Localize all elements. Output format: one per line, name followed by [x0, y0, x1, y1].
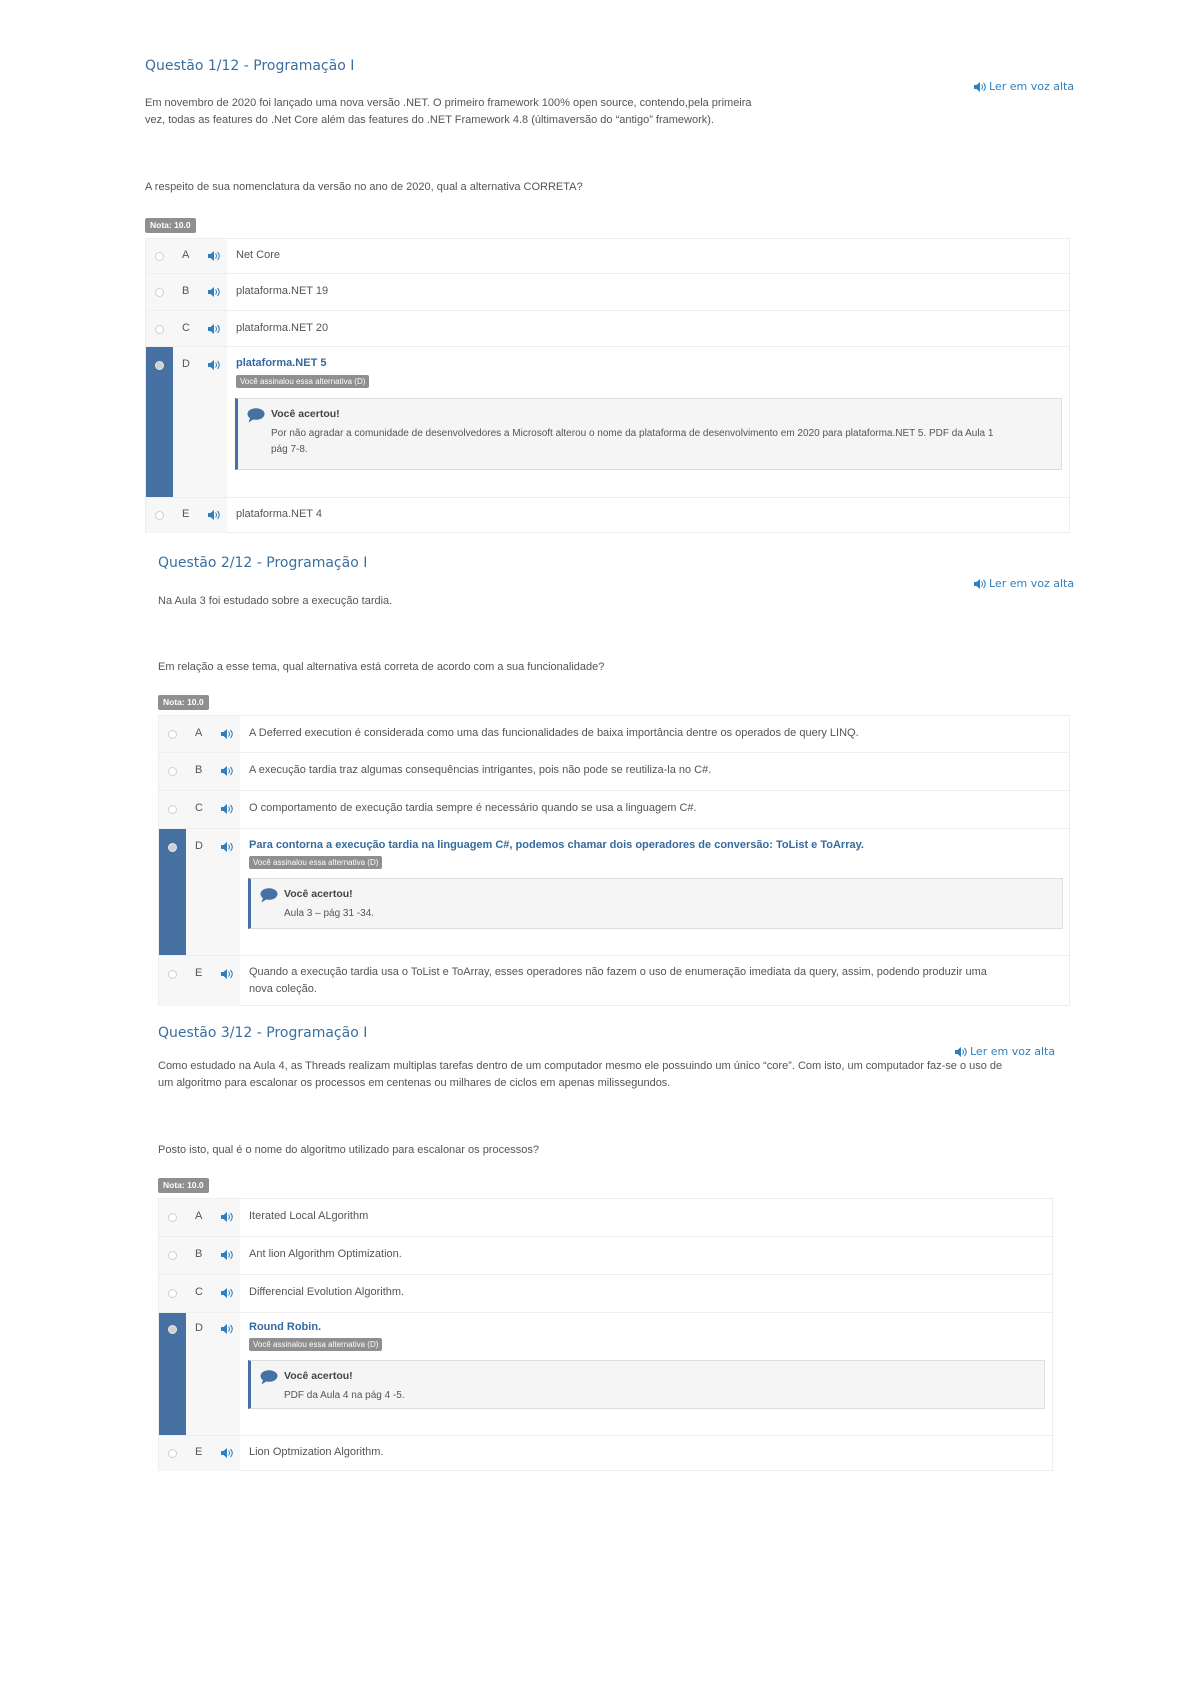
feedback-line: Aula 3 – pág 31 -34. — [284, 908, 375, 919]
option-letter: A — [182, 249, 190, 261]
chosen-tag: Você assinalou essa alternativa (D) — [249, 1338, 382, 1351]
speaker-icon[interactable] — [221, 1288, 233, 1298]
speech-bubble-icon — [260, 888, 278, 903]
read-aloud-link[interactable] — [974, 577, 1074, 590]
option-text-line: Quando a execução tardia usa o ToList e ToArray, esses operadores não fazem o uso de enumeração imediata da query, assim, podendo produzir uma — [249, 966, 987, 978]
chosen-tag: Você assinalou essa alternativa (D) — [236, 375, 369, 388]
option-letter: D — [182, 358, 190, 370]
option-text: A execução tardia traz algumas consequências intrigantes, pois não pode se reutiliza-la no C#. — [249, 764, 712, 776]
option-text: Ant lion Algorithm Optimization. — [249, 1248, 402, 1260]
speaker-icon[interactable] — [221, 969, 233, 979]
option-text: plataforma.NET 19 — [236, 285, 329, 297]
speaker-icon — [955, 1047, 967, 1057]
speaker-icon — [974, 579, 986, 589]
option-a[interactable] — [146, 239, 1069, 274]
statement-line-2: um algoritmo para escalonar os processos em centenas ou milhares de ciclos em apenas milissegundos. — [158, 1077, 671, 1089]
option-e[interactable] — [159, 956, 1069, 1006]
option-radio-checked[interactable] — [155, 361, 164, 370]
question-prompt: A respeito de sua nomenclatura da versão no ano de 2020, qual a alternativa CORRETA? — [145, 181, 583, 193]
option-text: Differencial Evolution Algorithm. — [249, 1286, 405, 1298]
feedback-body — [284, 906, 1050, 922]
option-letter: E — [182, 508, 190, 520]
chosen-tag: Você assinalou essa alternativa (D) — [249, 856, 382, 869]
option-radio[interactable] — [155, 252, 164, 261]
option-radio[interactable] — [168, 805, 177, 814]
speaker-icon[interactable] — [221, 1448, 233, 1458]
read-aloud-label: Ler em voz alta — [970, 1045, 1056, 1058]
option-radio[interactable] — [168, 767, 177, 776]
option-radio[interactable] — [168, 1449, 177, 1458]
option-letter: B — [195, 764, 203, 776]
read-aloud-label: Ler em voz alta — [989, 577, 1075, 590]
speaker-icon[interactable] — [208, 360, 220, 370]
option-radio[interactable] — [168, 970, 177, 979]
option-c[interactable] — [159, 791, 1069, 829]
feedback-body — [284, 1388, 1032, 1404]
option-text: A Deferred execution é considerada como uma das funcionalidades de baixa importância dentre os operados de query LINQ. — [249, 727, 859, 739]
option-text: Round Robin. — [249, 1321, 322, 1333]
option-d-selected[interactable] — [159, 829, 1069, 956]
question-title: Questão 2/12 - Programação I — [158, 555, 368, 571]
option-c[interactable] — [146, 311, 1069, 347]
speaker-icon[interactable] — [221, 1324, 233, 1334]
option-d-selected[interactable] — [159, 1313, 1052, 1436]
feedback-line: PDF da Aula 4 na pág 4 -5. — [284, 1390, 405, 1401]
option-text: Lion Optmization Algorithm. — [249, 1446, 384, 1458]
option-b[interactable] — [159, 1237, 1052, 1275]
speaker-icon[interactable] — [221, 766, 233, 776]
options-list — [145, 238, 1070, 533]
option-letter: C — [195, 802, 203, 814]
feedback-box — [235, 398, 1062, 470]
speaker-icon[interactable] — [221, 1212, 233, 1222]
feedback-title: Você acertou! — [271, 408, 340, 420]
grade-badge: Nota: 10.0 — [158, 1178, 209, 1193]
option-letter: C — [195, 1286, 203, 1298]
speaker-icon[interactable] — [221, 842, 233, 852]
option-letter: D — [195, 840, 203, 852]
read-aloud-link[interactable] — [955, 1045, 1055, 1058]
option-text: plataforma.NET 5 — [236, 357, 327, 369]
feedback-box — [248, 1360, 1045, 1409]
statement-line-1: Em novembro de 2020 foi lançado uma nova versão .NET. O primeiro framework 100% open source, contendo,pela primeira — [145, 97, 752, 109]
feedback-box — [248, 878, 1063, 929]
option-radio-checked[interactable] — [168, 1325, 177, 1334]
option-letter: B — [182, 285, 190, 297]
statement-line-2: vez, todas as features do .Net Core além das features do .NET Framework 4.8 (últimaversão do “antigo” framework). — [145, 114, 714, 126]
option-radio[interactable] — [155, 511, 164, 520]
option-letter: A — [195, 727, 203, 739]
option-text: plataforma.NET 20 — [236, 322, 329, 334]
speaker-icon[interactable] — [208, 324, 220, 334]
feedback-line: pág 7-8. — [271, 444, 308, 455]
option-a[interactable] — [159, 716, 1069, 753]
option-b[interactable] — [146, 274, 1069, 311]
speaker-icon — [974, 82, 986, 92]
grade-badge: Nota: 10.0 — [158, 695, 209, 710]
option-radio[interactable] — [155, 288, 164, 297]
question-prompt: Em relação a esse tema, qual alternativa está correta de acordo com a sua funcionalidade? — [158, 661, 605, 673]
speech-bubble-icon — [247, 408, 265, 423]
option-text: Net Core — [236, 249, 281, 261]
option-radio[interactable] — [168, 1289, 177, 1298]
option-letter: C — [182, 322, 190, 334]
option-e[interactable] — [146, 498, 1069, 533]
option-letter: B — [195, 1248, 203, 1260]
option-c[interactable] — [159, 1275, 1052, 1313]
options-list — [158, 1198, 1053, 1471]
speaker-icon[interactable] — [221, 804, 233, 814]
option-text: plataforma.NET 4 — [236, 508, 323, 520]
option-radio[interactable] — [168, 1213, 177, 1222]
option-d-selected[interactable] — [146, 347, 1069, 498]
feedback-body — [271, 426, 1049, 458]
option-radio[interactable] — [155, 325, 164, 334]
option-radio[interactable] — [168, 1251, 177, 1260]
speaker-icon[interactable] — [208, 510, 220, 520]
option-b[interactable] — [159, 753, 1069, 791]
speaker-icon[interactable] — [208, 251, 220, 261]
option-text-line: nova coleção. — [249, 983, 317, 995]
speaker-icon[interactable] — [221, 1250, 233, 1260]
feedback-title: Você acertou! — [284, 888, 353, 900]
options-list — [158, 715, 1070, 1006]
read-aloud-link[interactable] — [974, 80, 1074, 93]
option-letter: D — [195, 1322, 203, 1334]
option-text: Iterated Local ALgorithm — [249, 1210, 369, 1222]
read-aloud-label: Ler em voz alta — [989, 80, 1075, 93]
option-text: O comportamento de execução tardia sempre é necessário quando se usa a linguagem C#. — [249, 802, 697, 814]
option-text — [249, 964, 987, 998]
option-radio[interactable] — [168, 730, 177, 739]
question-1 — [145, 58, 1075, 538]
feedback-line: Por não agradar a comunidade de desenvolvedores a Microsoft alterou o nome da plataforma de desenvolvimento em 2020 para plataforma.NET 5. PDF da Aula 1 — [271, 428, 994, 439]
question-prompt: Posto isto, qual é o nome do algoritmo utilizado para escalonar os processos? — [158, 1144, 539, 1156]
question-2 — [158, 555, 1075, 1015]
speaker-icon[interactable] — [208, 287, 220, 297]
question-title: Questão 3/12 - Programação I — [158, 1025, 368, 1041]
speaker-icon[interactable] — [221, 729, 233, 739]
option-e[interactable] — [159, 1436, 1052, 1471]
speech-bubble-icon — [260, 1370, 278, 1385]
statement-line-1: Como estudado na Aula 4, as Threads realizam multiplas tarefas dentro de um computador mesmo ele possuindo um único “core”. Com isto, um computador faz-se o uso de — [158, 1060, 1003, 1072]
option-text: Para contorna a execução tardia na linguagem C#, podemos chamar dois operadores de conversão: ToList e ToArray. — [249, 839, 864, 851]
option-letter: E — [195, 967, 203, 979]
feedback-title: Você acertou! — [284, 1370, 353, 1382]
option-letter: E — [195, 1446, 203, 1458]
question-3 — [158, 1025, 1056, 1475]
option-radio-checked[interactable] — [168, 843, 177, 852]
option-letter: A — [195, 1210, 203, 1222]
grade-badge: Nota: 10.0 — [145, 218, 196, 233]
statement-line-1: Na Aula 3 foi estudado sobre a execução tardia. — [158, 595, 393, 607]
option-a[interactable] — [159, 1199, 1052, 1237]
question-title: Questão 1/12 - Programação I — [145, 58, 355, 74]
